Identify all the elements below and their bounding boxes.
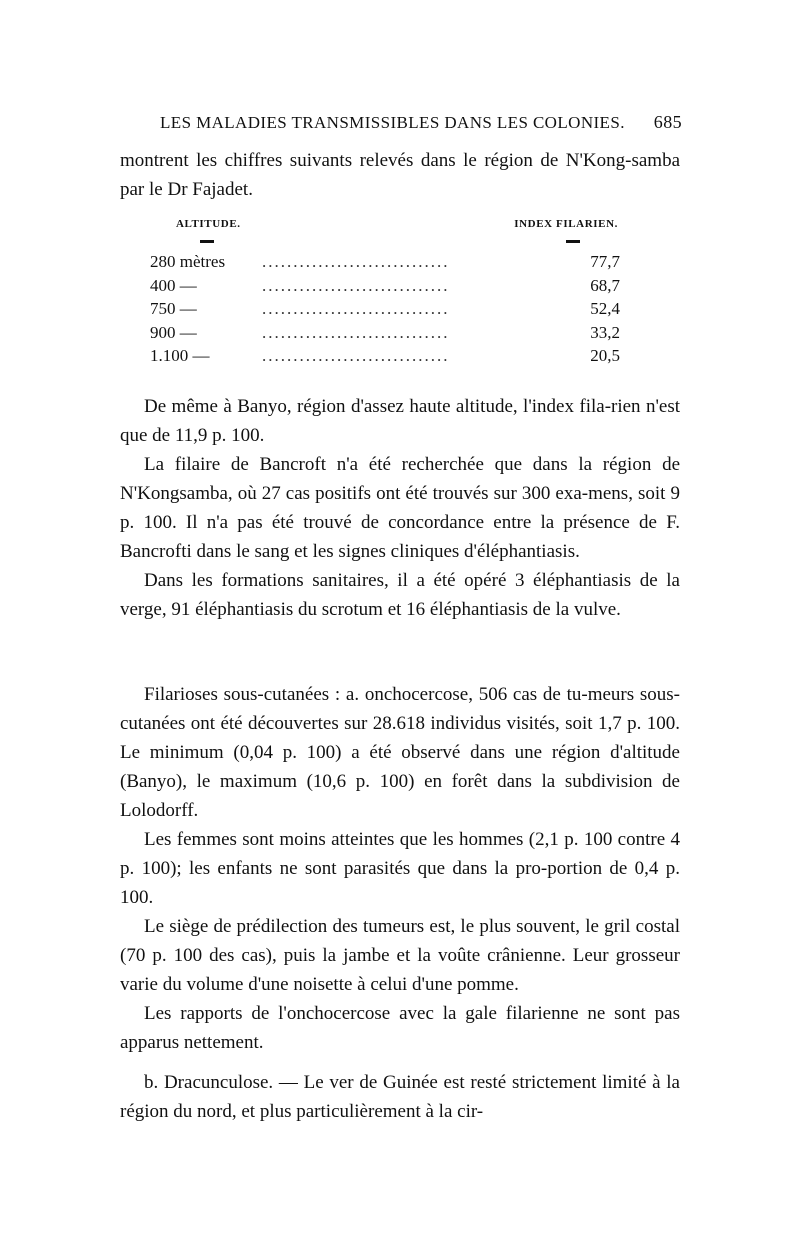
index-cell: 68,7: [590, 275, 620, 295]
leader-dots: ..............................: [262, 299, 450, 318]
header-rule-row: [150, 230, 620, 252]
col-altitude-header: ALTITUDE.: [176, 218, 241, 230]
altitude-cell: 900 —: [150, 322, 197, 342]
leader-dots: ..............................: [262, 275, 450, 295]
table-row: [150, 323, 620, 347]
header-dash: [200, 240, 214, 243]
altitude-cell: 400 —: [150, 275, 197, 295]
paragraph: Filarioses sous-cutanées : a. onchocercose, 506 cas de tu-meurs sous-cutanées ont été découvertes sur 28.618 individus visités, soit 1,7 p. 100. Le minimum (0,04 p. 100) a été observé dans une région d'altitude (Banyo), le maximum (10,6 p. 100) en forêt dans la subdivision de Lolodorff.: [120, 684, 680, 821]
index-cell: 33,2: [590, 322, 620, 342]
leader-dots: ..............................: [262, 346, 450, 365]
paragraph: La filaire de Bancroft n'a été recherchée que dans la région de N'Kongsamba, où 27 cas positifs ont été trouvés sur 300 exa-mens, soit 9 p. 100. Il n'a pas été trouvé de concordance entre la présence de F. Bancrofti dans le sang et les signes cliniques d'éléphantiasis.: [120, 454, 680, 562]
table-row: [150, 276, 620, 300]
paragraph: Le siège de prédilection des tumeurs est, le plus souvent, le gril costal (70 p. 100 des cas), puis la jambe et la voûte crânienne. Leur grosseur varie du volume d'une noisette à celui d'une pomme.: [120, 916, 680, 995]
leader-dots: ..............................: [262, 322, 450, 342]
table-row: [150, 299, 620, 323]
leader-dots: ..............................: [262, 252, 450, 271]
section-filarioses-sous-cutanees: [120, 680, 680, 1057]
table-row: [150, 252, 620, 276]
table-row: [150, 346, 620, 370]
intro-text: montrent les chiffres suivants relevés dans le région de N'Kong-samba par le Dr Fajadet.: [120, 150, 680, 200]
paragraph: Les femmes sont moins atteintes que les hommes (2,1 p. 100 contre 4 p. 100); les enfants ne sont parasités que dans la pro-portion de 0,4 p. 100.: [120, 829, 680, 908]
index-cell: 52,4: [590, 299, 620, 318]
altitude-cell: 1.100 —: [150, 346, 210, 365]
col-index-header: INDEX FILARIEN.: [514, 218, 618, 230]
section-dracunculose: [120, 1068, 680, 1126]
paragraph: Dans les formations sanitaires, il a été opéré 3 éléphantiasis de la verge, 91 éléphantiasis du scrotum et 16 éléphantiasis de la vulve.: [120, 570, 680, 620]
index-cell: 20,5: [590, 346, 620, 365]
header-dash: [566, 240, 580, 243]
page-number: 685: [653, 112, 682, 132]
intro-paragraph: [120, 146, 680, 204]
table-header: [150, 218, 620, 230]
paragraph: b. Dracunculose. — Le ver de Guinée est resté strictement limité à la région du nord, et plus particulièrement à la cir-: [120, 1072, 680, 1122]
altitude-cell: 280 mètres: [150, 252, 226, 271]
paragraph: De même à Banyo, région d'assez haute altitude, l'index fila-rien n'est que de 11,9 p. 100.: [120, 396, 680, 446]
paragraph: Les rapports de l'onchocercose avec la gale filarienne ne sont pas apparus nettement.: [120, 1003, 680, 1053]
section-filaire-bancroft: [120, 392, 680, 624]
altitude-cell: 750 —: [150, 299, 197, 318]
running-title: LES MALADIES TRANSMISSIBLES DANS LES COLONIES.: [160, 113, 625, 132]
running-header: [160, 112, 682, 133]
index-cell: 77,7: [590, 252, 620, 271]
altitude-table: [150, 218, 620, 370]
